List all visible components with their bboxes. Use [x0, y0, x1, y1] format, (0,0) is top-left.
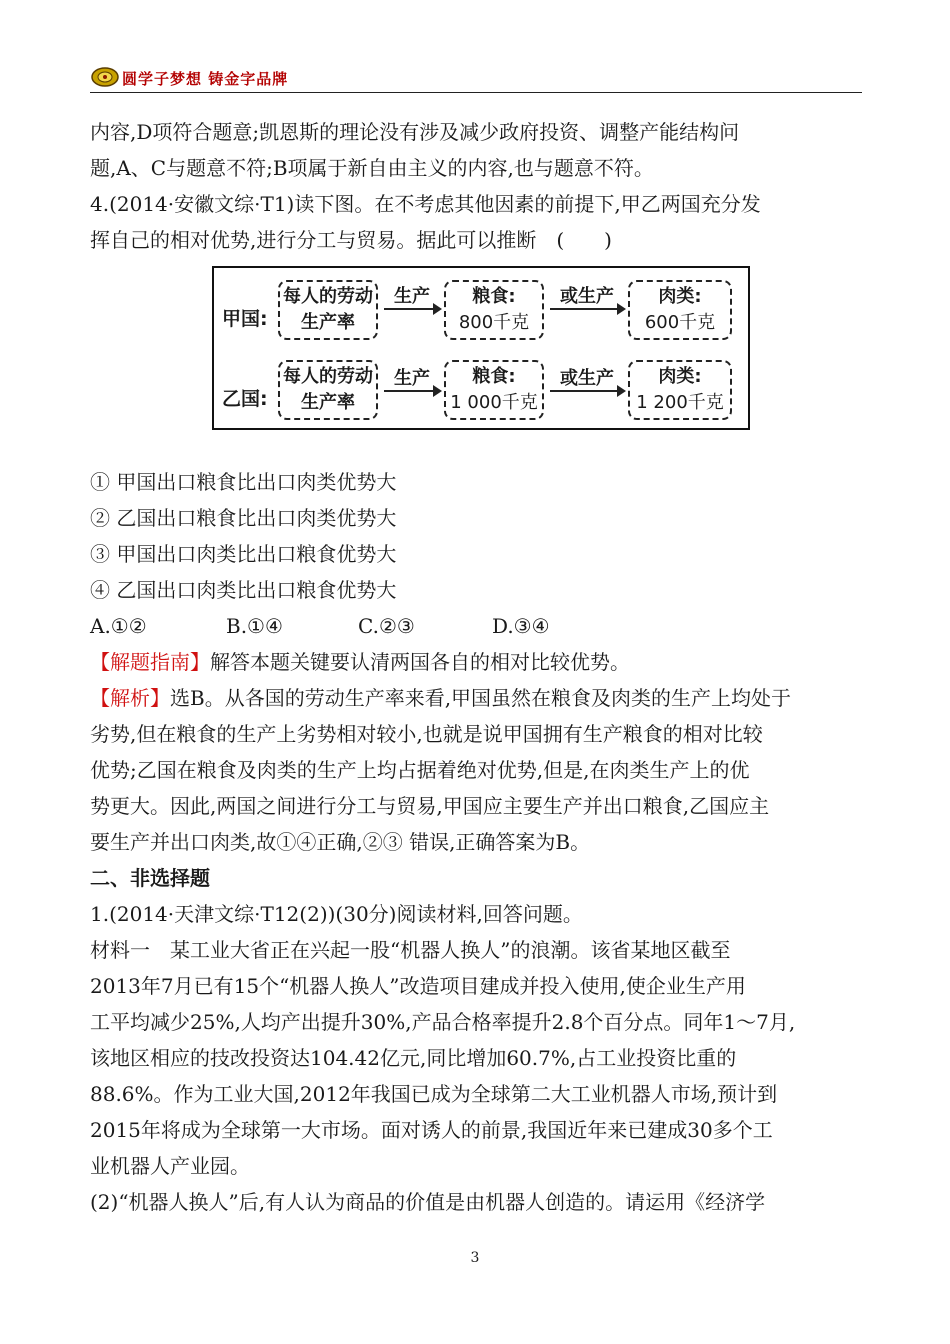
- or-produce-arrow: [550, 364, 624, 392]
- grain-value: 1 000千克: [450, 392, 538, 413]
- choice-b: B.①④: [226, 614, 283, 638]
- analysis-line: [90, 680, 865, 716]
- arrow-head-icon: [617, 385, 626, 397]
- material-line: 材料一 某工业大省正在兴起一股“机器人换人”的浪潮。该省某地区截至: [90, 938, 731, 962]
- choice-d: D.③④: [492, 614, 550, 638]
- country-label-yi: 乙国:: [222, 388, 268, 410]
- meat-box: [628, 360, 732, 420]
- choice-c: C.②③: [358, 614, 415, 638]
- analysis-text: 选B。从各国的劳动生产率来看,甲国虽然在粮食及肉类的生产上均处于: [170, 686, 792, 710]
- guide-text: 解答本题关键要认清两国各自的相对比较优势。: [210, 650, 630, 674]
- material-line: 88.6%。作为工业大国,2012年我国已成为全球第二大工业机器人市场,预计到: [90, 1082, 778, 1106]
- material-line: 2013年7月已有15个“机器人换人”改造项目建成并投入使用,使企业生产用: [90, 974, 746, 998]
- analysis-tag: 【解析】: [90, 686, 170, 710]
- arrow-label: 或生产: [560, 286, 614, 307]
- option-4: ④ 乙国出口肉类比出口粮食优势大: [90, 578, 397, 602]
- material-line: 业机器人产业园。: [90, 1154, 250, 1178]
- option-2: ② 乙国出口粮食比出口肉类优势大: [90, 506, 397, 530]
- analysis-line: 优势;乙国在粮食及肉类的生产上均占据着绝对优势,但是,在肉类生产上的优: [90, 758, 750, 782]
- header-rule: [90, 92, 862, 93]
- or-produce-arrow: [550, 282, 624, 310]
- material-line: 该地区相应的技改投资达104.42亿元,同比增加60.7%,占工业投资比重的: [90, 1046, 737, 1070]
- section-title: 二、非选择题: [90, 866, 210, 890]
- analysis-line: 要生产并出口肉类,故①④正确,②③ 错误,正确答案为B。: [90, 830, 591, 854]
- choice-a: A.①②: [90, 614, 147, 638]
- productivity-box: 每人的劳动生产率: [278, 360, 378, 420]
- meat-value: 1 200千克: [636, 392, 724, 413]
- material-line: 2015年将成为全球第一大市场。面对诱人的前景,我国近年来已建成30多个工: [90, 1118, 773, 1142]
- page-header: [90, 62, 862, 94]
- arrow-head-icon: [617, 303, 626, 315]
- analysis-line: 势更大。因此,两国之间进行分工与贸易,甲国应主要生产并出口粮食,乙国应主: [90, 794, 770, 818]
- diagram-area: [90, 258, 865, 464]
- material-line: 工平均减少25%,人均产出提升30%,产品合格率提升2.8个百分点。同年1～7月,: [90, 1010, 796, 1034]
- text-line: 内容,D项符合题意;凯恩斯的理论没有涉及减少政府投资、调整产能结构问: [90, 120, 740, 144]
- sub-question: (2)“机器人换人”后,有人认为商品的价值是由机器人创造的。请运用《经济学: [90, 1190, 766, 1214]
- productivity-diagram: [212, 266, 750, 430]
- header-slogan: 圆学子梦想 铸金字品牌: [122, 70, 289, 88]
- option-1: ① 甲国出口粮食比出口肉类优势大: [90, 470, 397, 494]
- arrow-label: 或生产: [560, 368, 614, 389]
- guide-line: [90, 644, 865, 680]
- meat-label: 肉类:: [658, 366, 702, 387]
- meat-box: [628, 280, 732, 340]
- page-number: 3: [470, 1250, 480, 1266]
- analysis-line: 劣势,但在粮食的生产上劣势相对较小,也就是说甲国拥有生产粮食的相对比较: [90, 722, 763, 746]
- answer-choices: [90, 608, 865, 644]
- grain-box: [444, 360, 544, 420]
- grain-label: 粮食:: [472, 366, 516, 387]
- grain-value: 800千克: [458, 312, 530, 333]
- arrow-label: 生产: [394, 286, 430, 307]
- question-4-stem-cont: 挥自己的相对优势,进行分工与贸易。据此可以推断 ( ): [90, 228, 612, 252]
- option-3: ③ 甲国出口肉类比出口粮食优势大: [90, 542, 397, 566]
- logo-icon: [90, 66, 120, 88]
- arrow-head-icon: [433, 303, 442, 315]
- meat-label: 肉类:: [658, 286, 702, 307]
- productivity-box: 每人的劳动生产率: [278, 280, 378, 340]
- guide-tag: 【解题指南】: [90, 650, 210, 674]
- arrow-head-icon: [433, 385, 442, 397]
- question-1-stem: 1.(2014·天津文综·T12(2))(30分)阅读材料,回答问题。: [90, 902, 583, 926]
- produce-arrow: [384, 282, 440, 310]
- grain-box: [444, 280, 544, 340]
- arrow-label: 生产: [394, 368, 430, 389]
- question-4-stem: 4.(2014·安徽文综·T1)读下图。在不考虑其他因素的前提下,甲乙两国充分发: [90, 192, 761, 216]
- page-content: [90, 114, 865, 1220]
- text-line: 题,A、C与题意不符;B项属于新自由主义的内容,也与题意不符。: [90, 156, 654, 180]
- country-label-jia: 甲国:: [222, 308, 268, 330]
- grain-label: 粮食:: [472, 286, 516, 307]
- produce-arrow: [384, 364, 440, 392]
- meat-value: 600千克: [644, 312, 716, 333]
